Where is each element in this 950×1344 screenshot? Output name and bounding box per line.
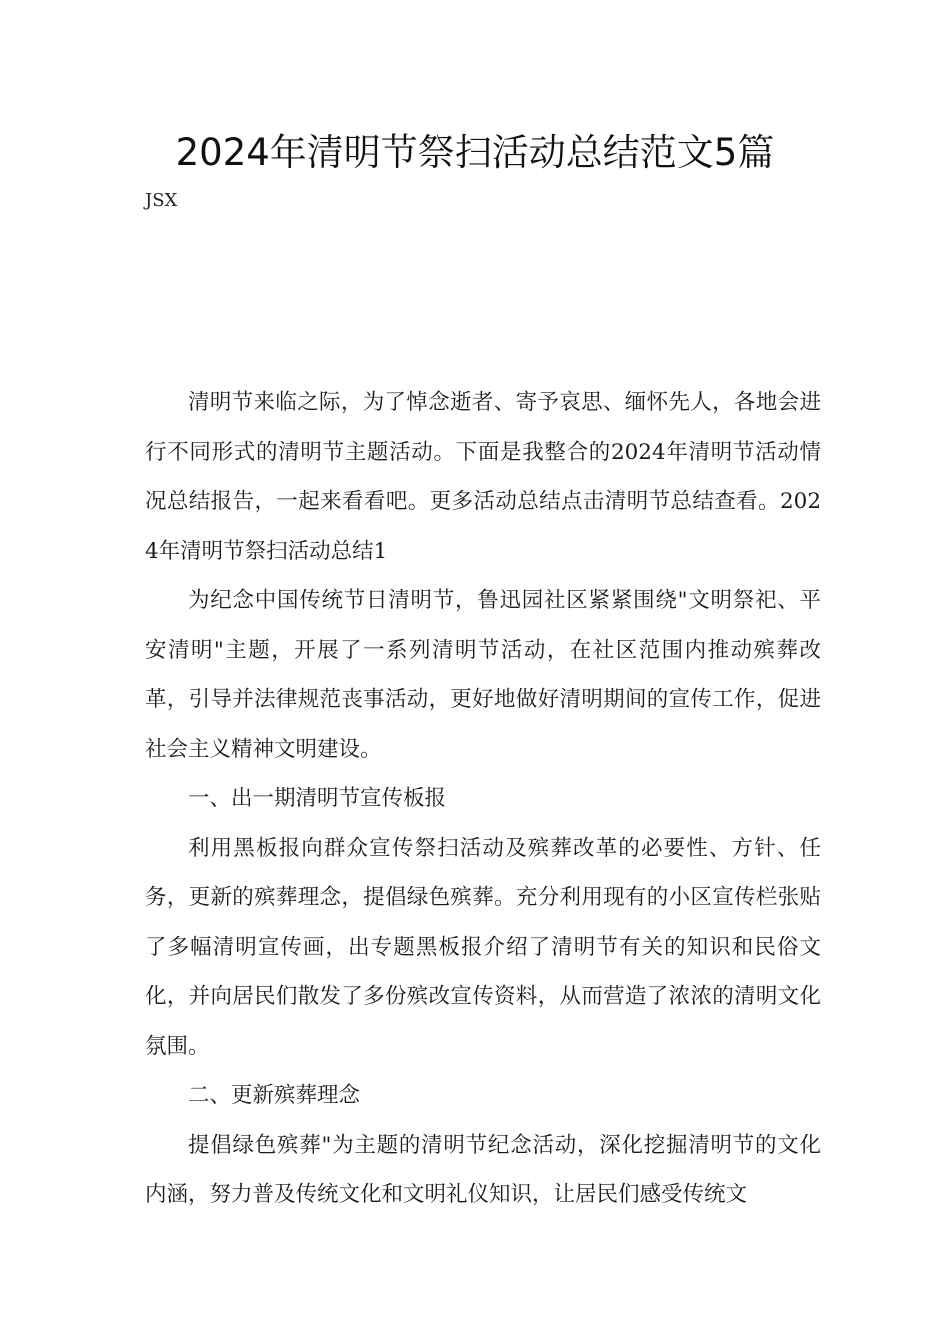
paragraph-intro: 清明节来临之际，为了悼念逝者、寄予哀思、缅怀先人，各地会进行不同形式的清明节主题活动。下面是我整合的2024年清明节活动情况总结报告，一起来看看吧。更多活动总结点击清明节总结查看。2024年清明节祭扫活动总结1 — [145, 390, 821, 564]
document-author: JSX — [145, 190, 178, 211]
document-body — [145, 378, 821, 1220]
paragraph-section-1: 利用黑板报向群众宣传祭扫活动及殡葬改革的必要性、方针、任务，更新的殡葬理念，提倡绿色殡葬。充分利用现有的小区宣传栏张贴了多幅清明宣传画，出专题黑板报介绍了清明节有关的知识和民俗文化，并向居民们散发了多份殡改宣传资料，从而营造了浓浓的清明文化氛围。 — [145, 835, 821, 1059]
document-title: 2024年清明节祭扫活动总结范文5篇 — [175, 131, 775, 174]
paragraph-summary-1: 为纪念中国传统节日清明节，鲁迅园社区紧紧围绕"文明祭祀、平安清明"主题，开展了一系列清明节活动，在社区范围内推动殡葬改革，引导并法律规范丧事活动，更好地做好清明期间的宣传工作，促进社会主义精神文明建设。 — [145, 588, 821, 762]
section-heading-1: 一、出一期清明节宣传板报 — [188, 786, 447, 811]
paragraph-section-2: 提倡绿色殡葬"为主题的清明节纪念活动，深化挖掘清明节的文化内涵，努力普及传统文化和文明礼仪知识，让居民们感受传统文 — [145, 1132, 821, 1207]
section-heading-2: 二、更新殡葬理念 — [188, 1083, 361, 1108]
